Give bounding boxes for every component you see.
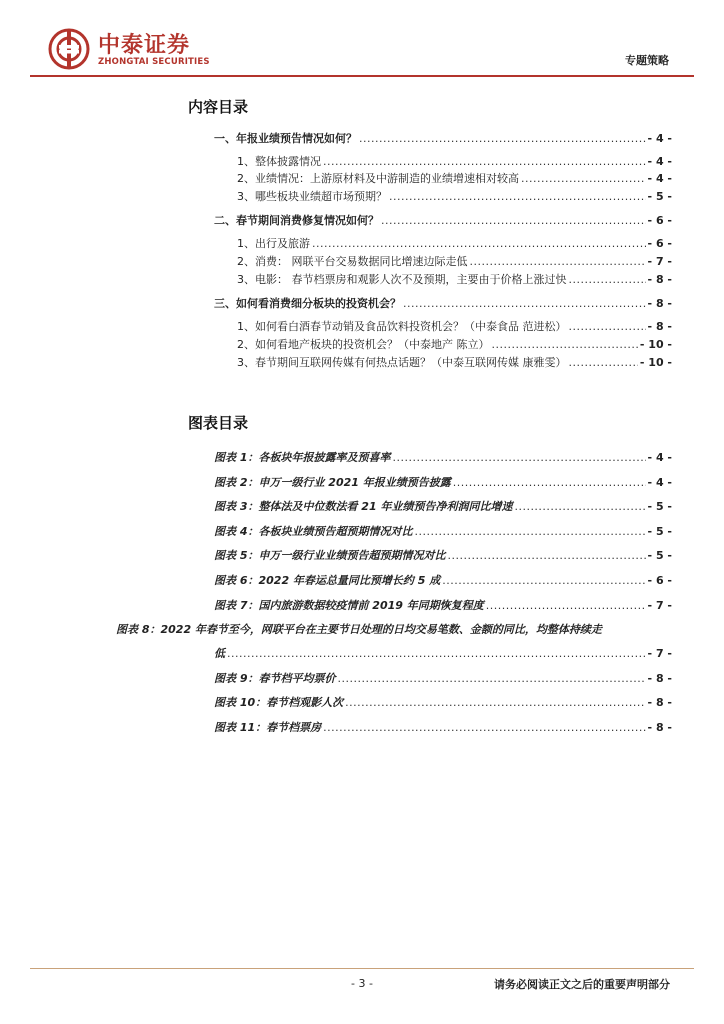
toc-row[interactable] xyxy=(237,336,672,352)
toc-row-page: - 4 - xyxy=(647,155,672,168)
toc-row[interactable] xyxy=(237,271,672,287)
figure-row-label: 图表 2：申万一级行业 2021 年报业绩预告披露 xyxy=(214,476,451,489)
figure-row-page: - 8 - xyxy=(647,672,672,685)
toc-row-page: - 8 - xyxy=(647,273,672,286)
toc-row-page: - 10 - xyxy=(639,338,672,351)
toc-row-label: 3、哪些板块业绩超市场预期？ xyxy=(237,190,387,203)
toc-row-label: 2、消费： 网联平台交易数据同比增速边际走低 xyxy=(237,255,468,268)
figure-row-page: - 6 - xyxy=(647,574,672,587)
toc-row-label: 一、年报业绩预告情况如何？ xyxy=(214,132,357,145)
toc-row[interactable] xyxy=(214,212,672,228)
zhongtai-logo-icon xyxy=(48,28,90,70)
figure-row[interactable] xyxy=(214,719,672,735)
figure-row[interactable] xyxy=(214,498,672,514)
company-name-en: ZHONGTAI SECURITIES xyxy=(98,57,210,67)
figure-row-label-line1[interactable]: 图表 8：2022 年春节至今，网联平台在主要节日处理的日均交易笔数、金额的同比，均整体持续走 xyxy=(116,623,602,636)
figure-row[interactable] xyxy=(214,645,672,661)
toc-row-label: 1、整体披露情况 xyxy=(237,155,321,168)
figure-row-page: - 8 - xyxy=(647,696,672,709)
toc-row-page: - 10 - xyxy=(639,356,672,369)
figure-row-label: 图表 5：申万一级行业业绩预告超预期情况对比 xyxy=(214,549,446,562)
figure-row-label: 图表 1：各板块年报披露率及预喜率 xyxy=(214,451,391,464)
figure-row[interactable] xyxy=(214,449,672,465)
toc-row-page: - 8 - xyxy=(647,320,672,333)
toc-row[interactable] xyxy=(237,153,672,169)
toc-row-label: 2、如何看地产板块的投资机会？（中泰地产 陈立） xyxy=(237,338,490,351)
toc-row-page: - 6 - xyxy=(647,237,672,250)
document-type: 专题策略 xyxy=(625,54,669,67)
figure-row-label: 图表 10：春节档观影人次 xyxy=(214,696,344,709)
figure-row-label: 图表 7：国内旅游数据较疫情前 2019 年同期恢复程度 xyxy=(214,599,484,612)
toc-row-page: - 4 - xyxy=(647,132,672,145)
toc-row-label: 二、春节期间消费修复情况如何？ xyxy=(214,214,379,227)
toc-row[interactable] xyxy=(237,170,672,186)
toc-row[interactable] xyxy=(214,130,672,146)
figure-row-page: - 7 - xyxy=(647,647,672,660)
figure-row-label: 图表 3：整体法及中位数法看 21 年业绩预告净利润同比增速 xyxy=(214,500,513,513)
toc-row[interactable] xyxy=(237,235,672,251)
figure-row-page: - 5 - xyxy=(647,549,672,562)
toc-row[interactable] xyxy=(237,354,672,370)
toc-row-label: 三、如何看消费细分板块的投资机会？ xyxy=(214,297,401,310)
figure-row[interactable] xyxy=(214,572,672,588)
toc-row-label: 3、春节期间互联网传媒有何热点话题？（中泰互联网传媒 康雅雯） xyxy=(237,356,567,369)
figure-row-page: - 8 - xyxy=(647,721,672,734)
company-name-cn: 中泰证券 xyxy=(98,33,191,58)
figure-row-page: - 5 - xyxy=(647,500,672,513)
toc-row-page: - 5 - xyxy=(647,190,672,203)
toc-row-label: 1、出行及旅游 xyxy=(237,237,310,250)
toc-row-label: 2、业绩情况：上游原材料及中游制造的业绩增速相对较高 xyxy=(237,172,519,185)
figure-row[interactable] xyxy=(214,474,672,490)
figure-row[interactable] xyxy=(214,547,672,563)
page-number: - 3 - xyxy=(351,977,373,990)
contents-title: 内容目录 xyxy=(188,98,249,116)
figure-row-label: 图表 6：2022 年春运总量同比预增长约 5 成 xyxy=(214,574,441,587)
figure-row[interactable] xyxy=(214,597,672,613)
toc-row-page: - 8 - xyxy=(647,297,672,310)
company-logo xyxy=(48,28,228,72)
toc-row[interactable] xyxy=(214,295,672,311)
figure-row-label-line2: 低 xyxy=(214,647,225,660)
figure-row[interactable] xyxy=(214,523,672,539)
figure-row-page: - 7 - xyxy=(647,599,672,612)
toc-row-page: - 4 - xyxy=(647,172,672,185)
figure-row[interactable] xyxy=(214,670,672,686)
disclaimer-text: 请务必阅读正文之后的重要声明部分 xyxy=(494,978,670,991)
toc-row-page: - 6 - xyxy=(647,214,672,227)
figure-row-label: 图表 9：春节档平均票价 xyxy=(214,672,336,685)
figure-row-page: - 4 - xyxy=(647,451,672,464)
header-divider xyxy=(30,75,694,77)
figure-row-page: - 4 - xyxy=(647,476,672,489)
toc-row[interactable] xyxy=(237,318,672,334)
toc-row-label: 1、如何看白酒春节动销及食品饮料投资机会？（中泰食品 范进松） xyxy=(237,320,567,333)
figure-row[interactable] xyxy=(214,694,672,710)
toc-row-label: 3、电影： 春节档票房和观影人次不及预期，主要由于价格上涨过快 xyxy=(237,273,567,286)
figures-title: 图表目录 xyxy=(188,414,249,432)
footer-divider xyxy=(30,968,694,969)
toc-row-page: - 7 - xyxy=(647,255,672,268)
toc-row[interactable] xyxy=(237,188,672,204)
toc-row[interactable] xyxy=(237,253,672,269)
figure-row-label: 图表 4：各板块业绩预告超预期情况对比 xyxy=(214,525,413,538)
figure-row-page: - 5 - xyxy=(647,525,672,538)
figure-row-label: 图表 11：春节档票房 xyxy=(214,721,322,734)
